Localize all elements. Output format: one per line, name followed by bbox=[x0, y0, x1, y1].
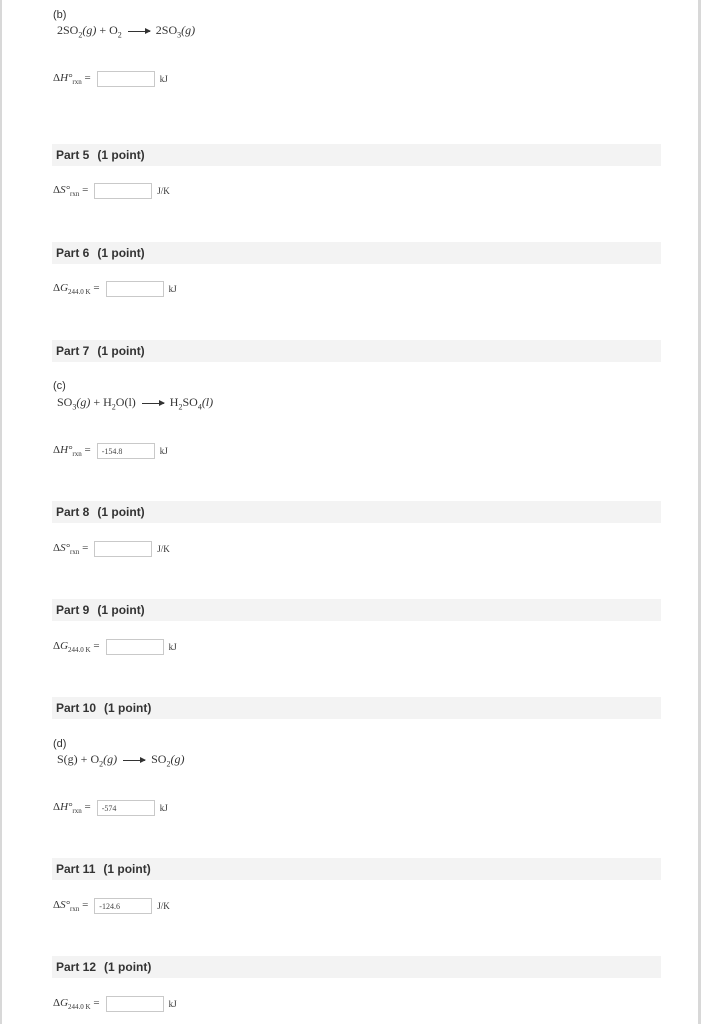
section-d-label: (d) bbox=[53, 738, 67, 750]
row-part11-entropy bbox=[53, 897, 170, 915]
part-6-header: Part 6 (1 point) bbox=[52, 242, 661, 264]
unit-kj: kJ bbox=[159, 446, 168, 456]
section-c-label: (c) bbox=[53, 380, 66, 392]
answer-part11-entropy-input[interactable] bbox=[94, 898, 152, 914]
row-part6-gibbs bbox=[53, 280, 177, 298]
equation-d: $S(g) + O_2(g)$ $SO_2(g)$ bbox=[57, 752, 185, 769]
part-9-header: Part 9 (1 point) bbox=[52, 599, 661, 621]
part-11-header: Part 11 (1 point) bbox=[52, 858, 661, 880]
unit-kj: kJ bbox=[159, 74, 168, 84]
unit-jk: J/K bbox=[157, 544, 170, 554]
unit-kj: kJ bbox=[159, 803, 168, 813]
answer-d-enthalpy-input[interactable] bbox=[97, 800, 155, 816]
page-frame-left bbox=[0, 0, 2, 1024]
enthalpy-label: $\Delta H^\circ_{rxn}$ = bbox=[53, 800, 91, 816]
row-part5-entropy bbox=[53, 182, 170, 200]
entropy-label: $\Delta S^\circ_{rxn}$ = bbox=[53, 898, 89, 914]
part-7-header: Part 7 (1 point) bbox=[52, 340, 661, 362]
answer-part8-entropy-input[interactable] bbox=[94, 541, 152, 557]
unit-kj: kJ bbox=[168, 999, 177, 1009]
answer-b-enthalpy-input[interactable] bbox=[97, 71, 155, 87]
row-part9-gibbs bbox=[53, 638, 177, 656]
row-d-enthalpy bbox=[53, 799, 168, 817]
gibbs-label: $\Delta G_{244.0 K}$ = bbox=[53, 639, 100, 655]
enthalpy-label: $\Delta H^\circ_{rxn}$ = bbox=[53, 443, 91, 459]
reaction-arrow bbox=[123, 760, 145, 761]
entropy-label: $\Delta S^\circ_{rxn}$ = bbox=[53, 541, 89, 557]
reaction-arrow bbox=[128, 31, 150, 32]
answer-part6-gibbs-input[interactable] bbox=[106, 281, 164, 297]
section-b-label: (b) bbox=[53, 9, 67, 21]
answer-part5-entropy-input[interactable] bbox=[94, 183, 152, 199]
equation-b: $2SO_2(g) + O_2$ $2SO_3(g)$ bbox=[57, 23, 196, 40]
unit-jk: J/K bbox=[157, 186, 170, 196]
answer-part12-gibbs-input[interactable] bbox=[106, 996, 164, 1012]
answer-c-enthalpy-input[interactable] bbox=[97, 443, 155, 459]
unit-jk: J/K bbox=[157, 901, 170, 911]
row-part12-gibbs bbox=[53, 995, 177, 1013]
unit-kj: kJ bbox=[168, 642, 177, 652]
row-b-enthalpy bbox=[53, 70, 168, 88]
gibbs-label: $\Delta G_{244.0 K}$ = bbox=[53, 281, 100, 297]
entropy-label: $\Delta S^\circ_{rxn}$ = bbox=[53, 183, 89, 199]
part-8-header: Part 8 (1 point) bbox=[52, 501, 661, 523]
row-c-enthalpy bbox=[53, 442, 168, 460]
reaction-arrow bbox=[142, 403, 164, 404]
part-10-header: Part 10 (1 point) bbox=[52, 697, 661, 719]
row-part8-entropy bbox=[53, 540, 170, 558]
equation-c: $SO_3(g) + H_2O(l)$ $H_2SO_4(l)$ bbox=[57, 395, 214, 412]
enthalpy-label: $\Delta H^\circ_{rxn}$ = bbox=[53, 71, 91, 87]
gibbs-label: $\Delta G_{244.0 K}$ = bbox=[53, 996, 100, 1012]
part-12-header: Part 12 (1 point) bbox=[52, 956, 661, 978]
unit-kj: kJ bbox=[168, 284, 177, 294]
answer-part9-gibbs-input[interactable] bbox=[106, 639, 164, 655]
part-5-header: Part 5 (1 point) bbox=[52, 144, 661, 166]
